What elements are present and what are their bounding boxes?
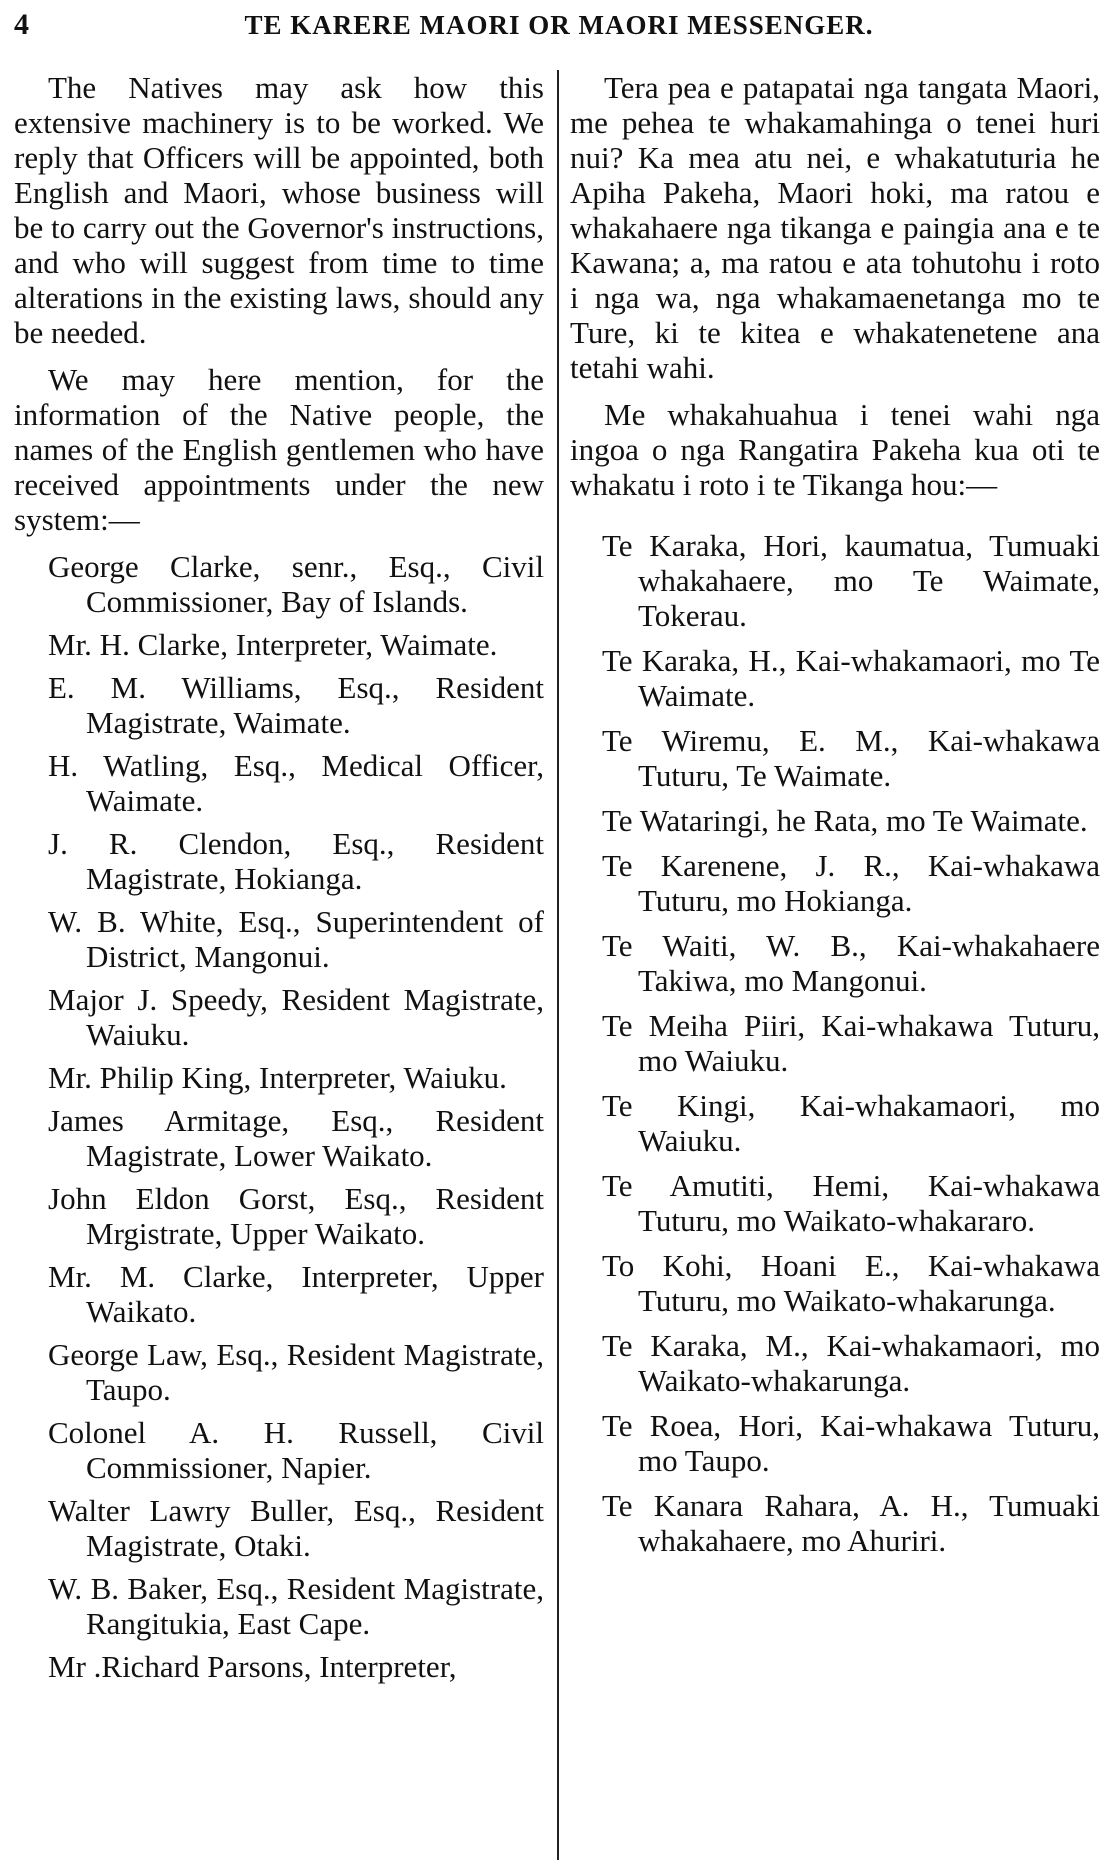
list-item: J. R. Clendon, Esq., Resident Magistrate, Hokianga. (48, 826, 544, 896)
list-item: Mr .Richard Parsons, Interpreter, (48, 1649, 457, 1684)
english-appointments-list (14, 549, 544, 1684)
page-number: 4 (14, 8, 29, 41)
list-item: Walter Lawry Buller, Esq., Resident Magistrate, Otaki. (48, 1493, 544, 1563)
list-item: Mr. M. Clarke, Interpreter, Upper Waikato. (48, 1259, 544, 1329)
list-item: George Clarke, senr., Esq., Civil Commissioner, Bay of Islands. (48, 549, 544, 619)
list-item: Te Karaka, Hori, kaumatua, Tumuaki whakahaere, mo Te Waimate, Tokerau. (602, 528, 1100, 633)
list-item: Te Waiti, W. B., Kai-whakahaere Takiwa, mo Mangonui. (602, 928, 1100, 998)
list-item: Te Wiremu, E. M., Kai-whakawa Tuturu, Te Waimate. (602, 723, 1100, 793)
maori-paragraph-1: Tera pea e patapatai nga tangata Maori, me pehea te whakamahinga o tenei huri nui? Ka mea atu nei, e whakatuturia he Apiha Pakeha, Maori hoki, ma ratou e whakahaere nga tikanga e paingia ana e te Kawana; a, ma ratou e ata tohutohu i roto i nga wa, nga whakamaenetanga mo te Ture, ki te kitea e whakatenetene ana tetahi wahi. (570, 70, 1100, 385)
list-item: George Law, Esq., Resident Magistrate, Taupo. (48, 1337, 544, 1407)
column-divider (557, 70, 559, 1860)
list-item: Major J. Speedy, Resident Magistrate, Waiuku. (48, 982, 544, 1052)
list-item: H. Watling, Esq., Medical Officer, Waimate. (48, 748, 544, 818)
list-item: Te Amutiti, Hemi, Kai-whakawa Tuturu, mo Waikato-whakararo. (602, 1168, 1100, 1238)
english-paragraph-2: We may here mention, for the information of the Native people, the names of the English gentlemen who have received appointments under the new system:— (14, 362, 544, 537)
list-item: Mr. Philip King, Interpreter, Waiuku. (48, 1060, 507, 1095)
list-item: W. B. White, Esq., Superintendent of District, Mangonui. (48, 904, 544, 974)
list-item: Te Karenene, J. R., Kai-whakawa Tuturu, mo Hokianga. (602, 848, 1100, 918)
list-item: Mr. H. Clarke, Interpreter, Waimate. (48, 627, 498, 662)
list-item: Te Karaka, H., Kai-whakamaori, mo Te Waimate. (602, 643, 1100, 713)
page-header (14, 8, 1104, 48)
list-item: To Kohi, Hoani E., Kai-whakawa Tuturu, mo Waikato-whakarunga. (602, 1248, 1100, 1318)
english-paragraph-1: The Natives may ask how this extensive machinery is to be worked. We reply that Officers will be appointed, both English and Maori, whose business will be to carry out the Governor's instructions, and who will suggest from time to time alterations in the existing laws, should any be needed. (14, 70, 544, 350)
list-item: Te Wataringi, he Rata, mo Te Waimate. (602, 803, 1088, 838)
list-item: Te Meiha Piiri, Kai-whakawa Tuturu, mo Waiuku. (602, 1008, 1100, 1078)
list-item: E. M. Williams, Esq., Resident Magistrate, Waimate. (48, 670, 544, 740)
list-item: W. B. Baker, Esq., Resident Magistrate, Rangitukia, East Cape. (48, 1571, 544, 1641)
maori-column (570, 70, 1100, 1568)
list-item: Te Roea, Hori, Kai-whakawa Tuturu, mo Taupo. (602, 1408, 1100, 1478)
list-item: Colonel A. H. Russell, Civil Commissioner, Napier. (48, 1415, 544, 1485)
running-title: TE KARERE MAORI OR MAORI MESSENGER. (244, 10, 874, 40)
maori-paragraph-2: Me whakahuahua i tenei wahi nga ingoa o nga Rangatira Pakeha kua oti te whakatu i roto i te Tikanga hou:— (570, 397, 1100, 502)
list-item: Te Kanara Rahara, A. H., Tumuaki whakahaere, mo Ahuriri. (602, 1488, 1100, 1558)
list-item: Te Karaka, M., Kai-whakamaori, mo Waikato-whakarunga. (602, 1328, 1100, 1398)
list-item: James Armitage, Esq., Resident Magistrate, Lower Waikato. (48, 1103, 544, 1173)
list-item: John Eldon Gorst, Esq., Resident Mrgistrate, Upper Waikato. (48, 1181, 544, 1251)
maori-appointments-list (570, 528, 1100, 1558)
list-item: Te Kingi, Kai-whakamaori, mo Waiuku. (602, 1088, 1100, 1158)
english-column (14, 70, 544, 1692)
